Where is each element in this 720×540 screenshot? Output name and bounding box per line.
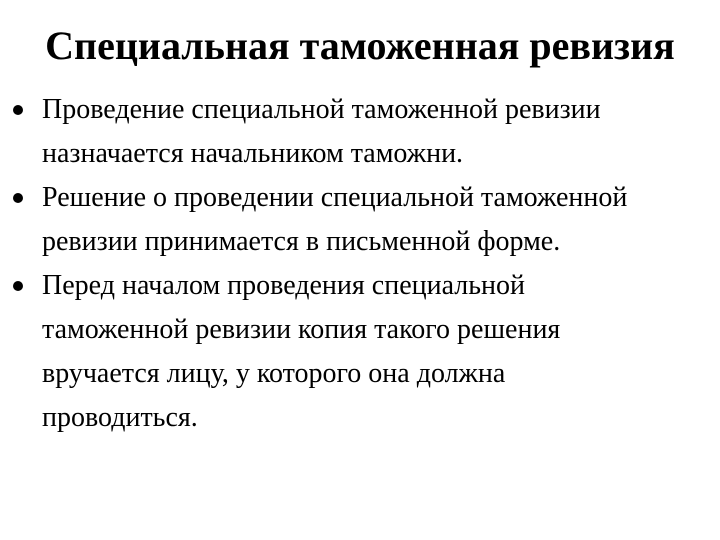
bullet-text-line: Проведение специальной таможенной ревизии [42,94,601,125]
bullet-text-line: проводиться. [42,402,198,433]
bullet-text-line: назначается начальником таможни. [42,138,464,169]
bullet-text-line: ревизии принимается в письменной форме. [42,226,561,257]
bullet-dot-icon [13,105,23,115]
bullet-text-line: вручается лицу, у которого она должна [42,358,506,389]
bullet-item [8,264,720,440]
bullet-item [8,176,720,264]
bullet-text-line: Решение о проведении специальной таможенной [42,182,628,213]
slide-title: Специальная таможенная ревизия [45,23,675,68]
bullet-text-line: таможенной ревизии копия такого решения [42,314,561,345]
bullet-dot-icon [13,193,23,203]
bullet-list [8,88,720,440]
bullet-dot-icon [13,281,23,291]
bullet-text-line: Перед началом проведения специальной [42,270,525,301]
bullet-item [8,88,720,176]
